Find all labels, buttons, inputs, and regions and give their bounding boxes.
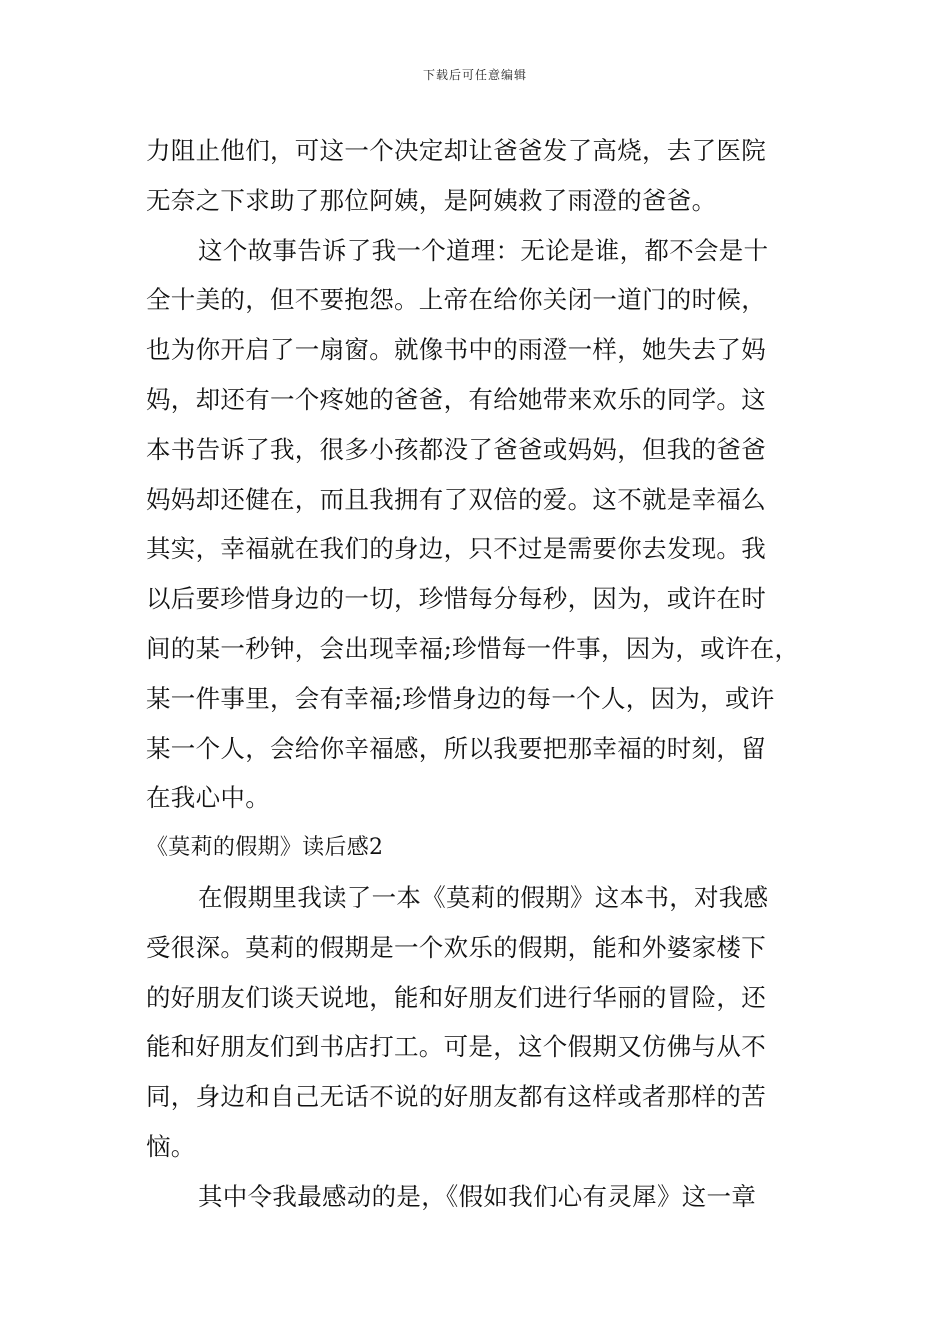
text-line: 的好朋友们谈天说地，能和好朋友们进行华丽的冒险，还 (146, 982, 766, 1012)
text-line: 在假期里我读了一本《莫莉的假期》这本书，对我感 (198, 882, 769, 912)
text-line: 其实，幸福就在我们的身边，只不过是需要你去发现。我 (146, 534, 766, 564)
text-line: 也为你开启了一扇窗。就像书中的雨澄一样，她失去了妈 (146, 335, 766, 365)
text-line: 全十美的，但不要抱怨。上帝在给你关闭一道门的时候， (146, 285, 766, 315)
text-line: 这个故事告诉了我一个道理：无论是谁，都不会是十 (198, 235, 769, 265)
text-line: 某一个人，会给你辛福感，所以我要把那幸福的时刻，留 (146, 733, 766, 763)
text-line: 受很深。莫莉的假期是一个欢乐的假期，能和外婆家楼下 (146, 932, 766, 962)
section-heading: 《莫莉的假期》读后感2 (146, 835, 384, 861)
text-line: 本书告诉了我，很多小孩都没了爸爸或妈妈，但我的爸爸 (146, 434, 766, 464)
text-line: 在我心中。 (146, 783, 270, 813)
page-header: 下载后可任意编辑 (422, 68, 527, 82)
document-body (146, 126, 836, 1222)
text-line: 某一件事里，会有幸福;珍惜身边的每一个人，因为，或许 (146, 683, 775, 713)
text-line: 力阻止他们，可这一个决定却让爸爸发了高烧，去了医院 (146, 136, 766, 165)
text-line: 间的某一秒钟，会出现幸福;珍惜每一件事，因为，或许在， (146, 633, 800, 663)
text-line: 能和好朋友们到书店打工。可是，这个假期又仿佛与从不 (146, 1032, 766, 1062)
text-line: 恼。 (146, 1131, 196, 1161)
text-line: 同，身边和自己无话不说的好朋友都有这样或者那样的苦 (146, 1082, 766, 1112)
text-line: 妈，却还有一个疼她的爸爸，有给她带来欢乐的同学。这 (146, 384, 766, 414)
text-line: 妈妈却还健在，而且我拥有了双倍的爱。这不就是幸福么 (146, 484, 766, 514)
text-line: 以后要珍惜身边的一切，珍惜每分每秒，因为，或许在时 (146, 584, 766, 614)
text-line: 无奈之下求助了那位阿姨，是阿姨救了雨澄的爸爸。 (146, 185, 717, 215)
text-line: 其中令我最感动的是，《假如我们心有灵犀》这一章 (198, 1181, 757, 1211)
